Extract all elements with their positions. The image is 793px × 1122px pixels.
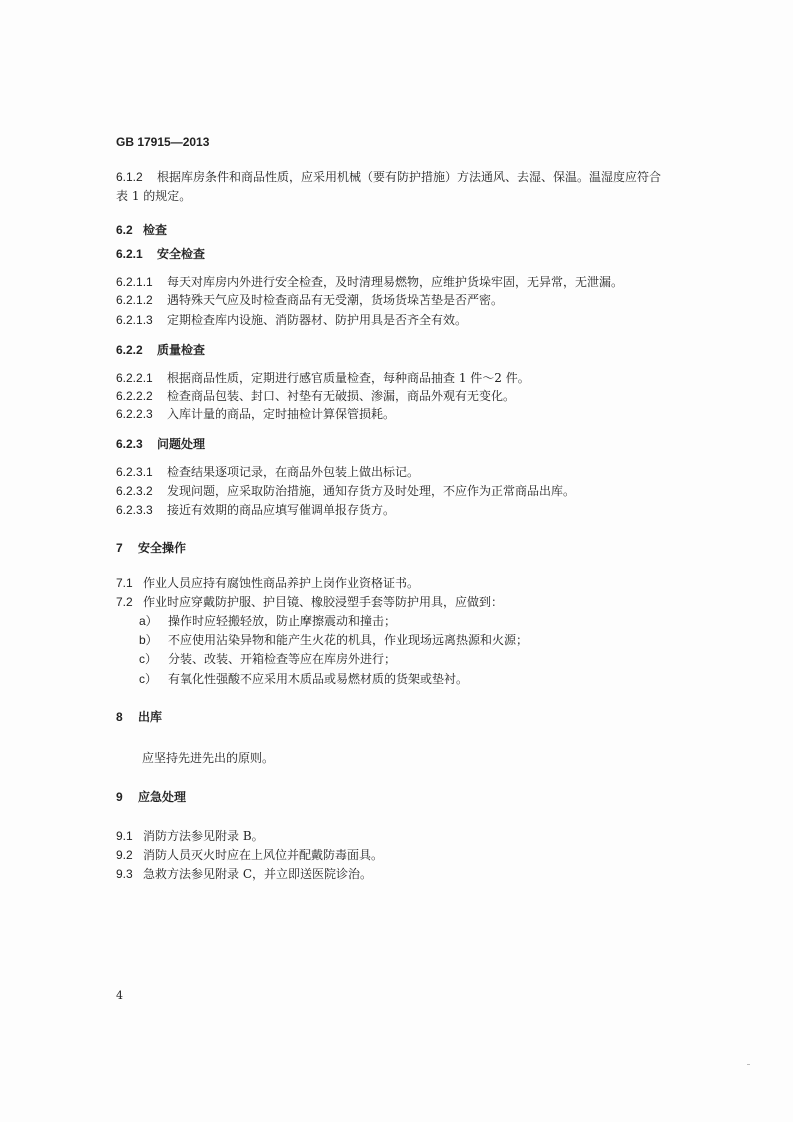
list-marker: c） [139, 652, 158, 666]
list-marker: a） [139, 614, 158, 628]
list-marker: b） [139, 633, 158, 647]
clause-item [116, 828, 264, 844]
list-item [139, 632, 528, 648]
clause-number: 9.1 [116, 829, 133, 843]
list-text: 不应使用沾染异物和能产生火花的机具，作业现场远离热源和火源； [168, 633, 529, 647]
clause-text: 发现问题，应采取防治措施，通知存货方及时处理，不应作为正常商品出库。 [167, 484, 576, 498]
list-marker: c） [139, 672, 158, 686]
heading-title: 质量检查 [157, 343, 206, 357]
clause-item [116, 388, 515, 404]
clause-number: 6.2.2.1 [116, 371, 153, 385]
heading-title: 出库 [138, 710, 163, 724]
clause-text: 消防人员灭火时应在上风位并配戴防毒面具。 [143, 848, 384, 862]
clause-item [116, 406, 395, 422]
clause-item [116, 847, 383, 863]
heading-number: 6.2.3 [116, 437, 143, 451]
clause-text: 作业人员应持有腐蚀性商品养护上岗作业资格证书。 [143, 576, 420, 590]
clause-7-2 [116, 594, 503, 610]
list-text: 有氧化性强酸不应采用木质品或易燃材质的货架或垫衬。 [168, 672, 469, 686]
page-number: 4 [116, 989, 123, 1002]
heading-number: 6.2.1 [116, 247, 143, 261]
heading-number: 6.2.2 [116, 343, 143, 357]
clause-number: 6.2.3.1 [116, 465, 153, 479]
clause-text: 每天对库房内外进行安全检查，及时清理易燃物，应维护货垛牢固，无异常，无泄漏。 [167, 275, 624, 289]
clause-text: 检查结果逐项记录，在商品外包装上做出标记。 [167, 465, 420, 479]
clause-item [116, 292, 503, 308]
heading-6-2-1 [116, 246, 205, 262]
clause-number: 6.2.3.2 [116, 484, 153, 498]
clause-item [116, 370, 530, 386]
heading-number: 8 [116, 710, 123, 724]
clause-number: 6.2.1.3 [116, 313, 153, 327]
heading-6-2 [116, 222, 167, 238]
clause-text: 入库计量的商品，定时抽检计算保管损耗。 [167, 407, 396, 421]
heading-6-2-3 [116, 436, 205, 452]
clause-text-continued: 表 1 的规定。 [116, 189, 192, 203]
heading-8 [116, 709, 162, 725]
list-item [139, 651, 396, 667]
clause-number: 9.2 [116, 848, 133, 862]
clause-number: 6.2.2.2 [116, 389, 153, 403]
clause-item [116, 502, 395, 518]
heading-7 [116, 540, 186, 556]
clause-text: 急救方法参见附录 C，并立即送医院诊治。 [143, 867, 372, 881]
list-item [139, 613, 396, 629]
document-header: GB 17915—2013 [116, 135, 210, 149]
heading-title: 应急处理 [138, 790, 187, 804]
clause-text: 消防方法参见附录 B。 [143, 829, 264, 843]
clause-text: 根据商品性质，定期进行感官质量检查，每种商品抽查 1 件～2 件。 [167, 371, 530, 385]
clause-number: 6.1.2 [116, 170, 143, 184]
heading-number: 6.2 [116, 223, 133, 237]
clause-number: 6.2.3.3 [116, 503, 153, 517]
clause-item [116, 483, 575, 499]
clause-number: 6.2.1.1 [116, 275, 153, 289]
scan-speck [747, 1064, 750, 1065]
heading-title: 检查 [143, 223, 168, 237]
clause-item [116, 464, 419, 480]
clause-number: 6.2.1.2 [116, 293, 153, 307]
clause-7-1 [116, 575, 419, 591]
list-item [139, 671, 468, 687]
clause-text: 根据库房条件和商品性质，应采用机械（要有防护措施）方法通风、去湿、保温。温湿度应符合 [157, 170, 662, 184]
heading-6-2-2 [116, 342, 205, 358]
heading-9 [116, 789, 186, 805]
heading-number: 7 [116, 541, 123, 555]
clause-text: 遇特殊天气应及时检查商品有无受潮，货场货垛苫垫是否严密。 [167, 293, 504, 307]
clause-number: 9.3 [116, 867, 133, 881]
paragraph: 应坚持先进先出的原则。 [142, 751, 275, 765]
clause-6-1-2 [116, 169, 661, 185]
heading-number: 9 [116, 790, 123, 804]
heading-title: 问题处理 [157, 437, 206, 451]
heading-title: 安全检查 [157, 247, 206, 261]
clause-item [116, 274, 623, 290]
clause-item [116, 866, 372, 882]
clause-text: 定期检查库内设施、消防器材、防护用具是否齐全有效。 [167, 313, 468, 327]
clause-item [116, 312, 467, 328]
list-text: 分装、改装、开箱检查等应在库房外进行； [168, 652, 397, 666]
clause-text: 接近有效期的商品应填写催调单报存货方。 [167, 503, 396, 517]
clause-number: 7.1 [116, 576, 133, 590]
clause-text: 检查商品包装、封口、衬垫有无破损、渗漏，商品外观有无变化。 [167, 389, 516, 403]
clause-number: 7.2 [116, 595, 133, 609]
clause-text: 作业时应穿戴防护服、护目镜、橡胶浸塑手套等防护用具，应做到： [143, 595, 504, 609]
list-text: 操作时应轻搬轻放，防止摩擦震动和撞击； [168, 614, 397, 628]
clause-number: 6.2.2.3 [116, 407, 153, 421]
heading-title: 安全操作 [138, 541, 187, 555]
